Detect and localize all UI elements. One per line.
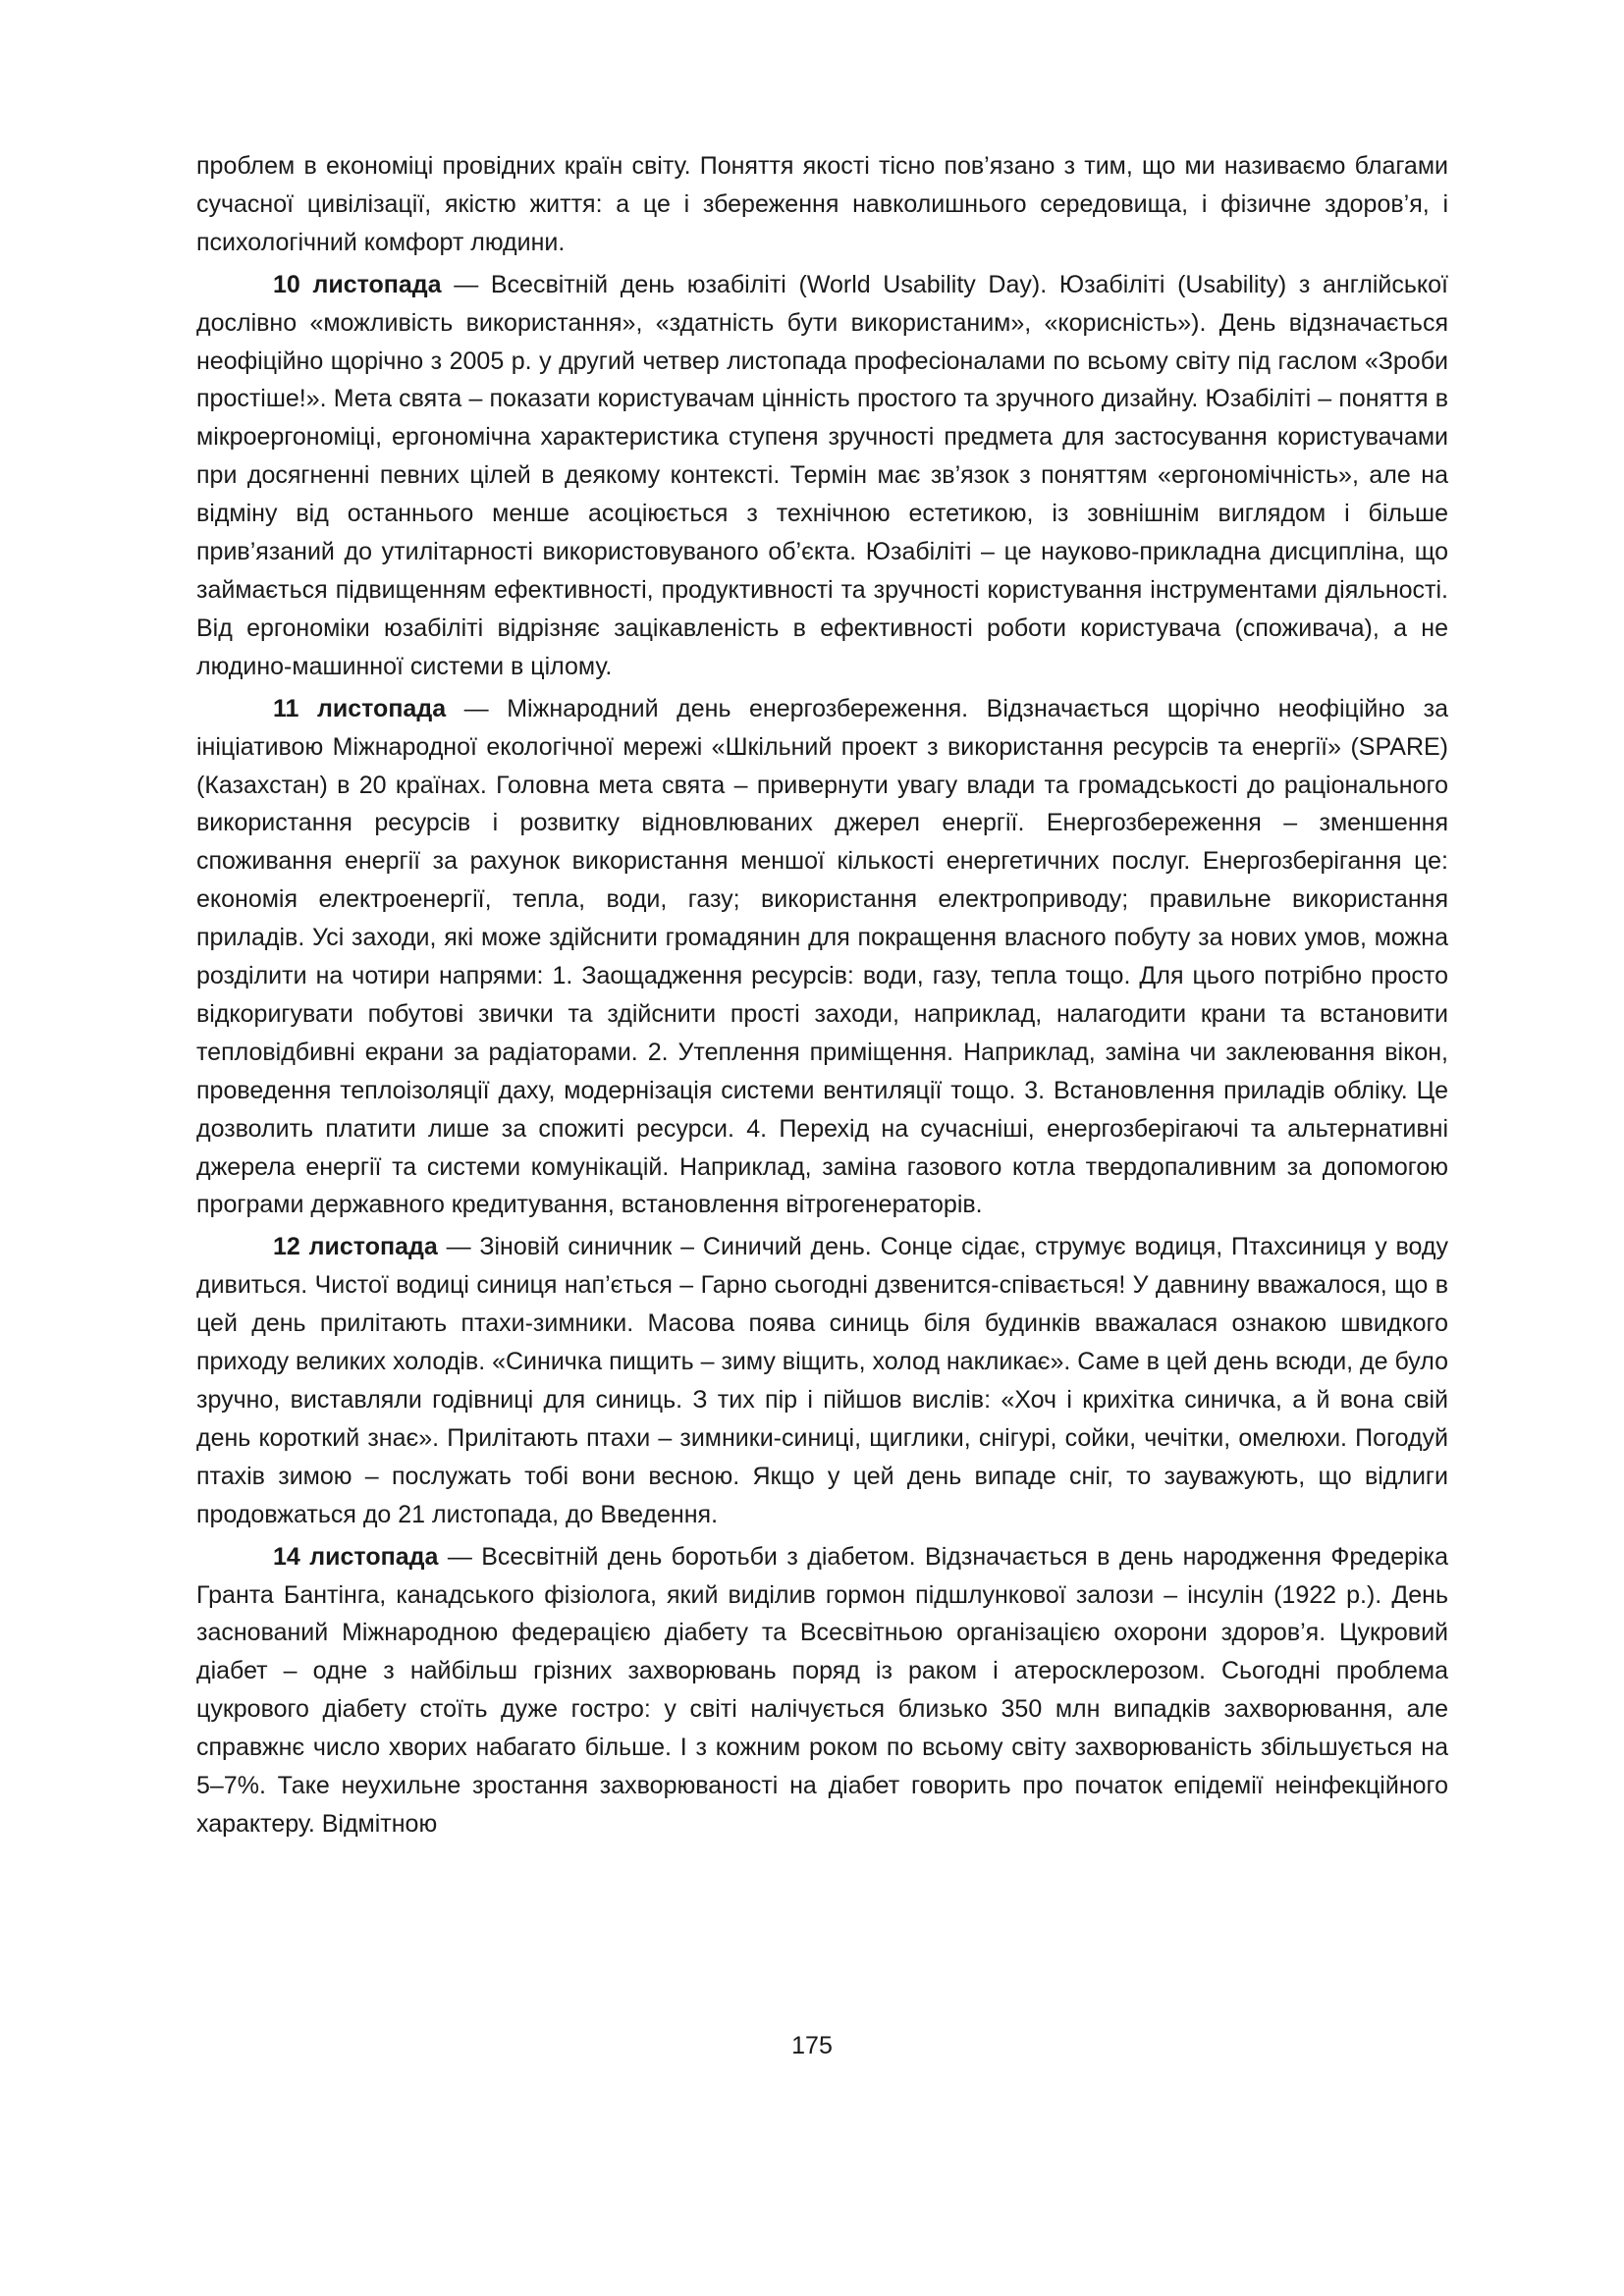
page-number: 175 xyxy=(791,2032,833,2059)
page-body xyxy=(196,147,1448,2110)
paragraph-continuation xyxy=(196,147,1448,262)
paragraph-energy-saving-day xyxy=(196,690,1448,1225)
paragraph-diabetes-day xyxy=(196,1538,1448,1843)
date-heading: 11 листопада xyxy=(273,694,447,722)
paragraph-world-usability-day xyxy=(196,266,1448,686)
date-heading: 12 листопада xyxy=(273,1233,438,1261)
paragraph-text: — Всесвітній день юзабіліті (World Usability Day). Юзабіліті (Usability) з англійської дослівно «можливість використання», «здатність бути використаним», «корисність»). День відзначається неофіційно щорічно з 2005 р. у другий четвер листопада професіоналами по всьому світу під гаслом «Зроби простіше!». Мета свята – показати користувачам цінність простого та зручного дизайну. Юзабіліті – поняття в мікроергономіці, ергономічна характеристика ступеня зручності предмета для застосування користувачами при досягненні певних цілей в деякому контексті. Термін має зв’язок з поняттям «ергономічність», але на відміну від останнього менше асоціюється з технічною естетикою, із зовнішнім виглядом і більше прив’язаний до утилітарності використовуваного об’єкта. Юзабіліті – це науково-прикладна дисципліна, що займається підвищенням ефективності, продуктивності та зручності користування інструментами діяльності. Від ергономіки юзабіліті відрізняє зацікавленість в ефективності роботи користувача (споживача), а не людино-машинної системи в цілому. xyxy=(196,270,1448,680)
date-heading: 14 листопада xyxy=(273,1542,439,1571)
paragraph-text: — Зіновій синичник – Синичий день. Сонце сідає, струмує водиця, Птахсиниця у воду дивиться. Чистої водиці синиця нап’ється – Гарно сьогодні дзвенится-співається! У давнину вважалося, що в цей день прилітають птахи-зимники. Масова поява синиць біля будинків вважалася ознакою швидкого приходу великих холодів. «Синичка пищить – зиму віщить, холод накликає». Саме в цей день всюди, де було зручно, виставляли годівниці для синиць. З тих пір і пійшов вислів: «Хоч і крихітка синичка, а й вона свій день короткий знає». Прилітають птахи – зимники-синиці, щиглики, снігурі, сойки, чечітки, омелюхи. Погодуй птахів зимою – послужать тобі вони весною. Якщо у цей день випаде сніг, то зауважують, що відлиги продовжаться до 21 листопада, до Введення. xyxy=(196,1233,1448,1528)
paragraph-text: проблем в економіці провідних країн світу. Поняття якості тісно пов’язано з тим, що ми називаємо благами сучасної цивілізації, якістю життя: а це і збереження навколишнього середовища, і фізичне здоров’я, і психологічний комфорт людини. xyxy=(196,152,1448,256)
paragraph-text: — Всесвітній день боротьби з діабетом. Відзначається в день народження Фредеріка Гранта Бантінга, канадського фізіолога, який виділив гормон підшлункової залози – інсулін (1922 р.). День заснований Міжнародною федерацією діабету та Всесвітньою організацією охорони здоров’я. Цукровий діабет – одне з найбільш грізних захворювань поряд із раком і атеросклерозом. Сьогодні проблема цукрового діабету стоїть дуже гостро: у світі налічується близько 350 млн випадків захворювання, але справжнє число хворих набагато більше. І з кожним роком по всьому світу захворюваність збільшується на 5–7%. Таке неухильне зростання захворюваності на діабет говорить про початок епідемії неінфекційного характеру. Відмітною xyxy=(196,1542,1448,1838)
paragraph-text: — Міжнародний день енергозбереження. Відзначається щорічно неофіційно за ініціативою Міжнародної екологічної мережі «Шкільний проект з використання ресурсів та енергії» (SPARE) (Казахстан) в 20 країнах. Головна мета свята – привернути увагу влади та громадськості до раціонального використання ресурсів і розвитку відновлюваних джерел енергії. Енергозбереження – зменшення споживання енергії за рахунок використання меншої кількості енергетичних послуг. Енергозберігання це: економія електроенергії, тепла, води, газу; використання електроприводу; правильне використання приладів. Усі заходи, які може здійснити громадянин для покращення власного побуту за нових умов, можна розділити на чотири напрями: 1. Заощадження ресурсів: води, газу, тепла тощо. Для цього потрібно просто відкоригувати побутові звички та здійснити прості заходи, наприклад, налагодити крани та встановити тепловідбивні екрани за радіаторами. 2. Утеплення приміщення. Наприклад, заміна чи заклеювання вікон, проведення теплоізоляції даху, модернізація системи вентиляції тощо. 3. Встановлення приладів обліку. Це дозволить платити лише за спожиті ресурси. 4. Перехід на сучасніші, енергозберігаючі та альтернативні джерела енергії та системи комунікацій. Наприклад, заміна газового котла твердопаливним за допомогою програми державного кредитування, встановлення вітрогенераторів. xyxy=(196,694,1448,1219)
paragraph-titmouse-day xyxy=(196,1228,1448,1533)
date-heading: 10 листопада xyxy=(273,270,442,298)
